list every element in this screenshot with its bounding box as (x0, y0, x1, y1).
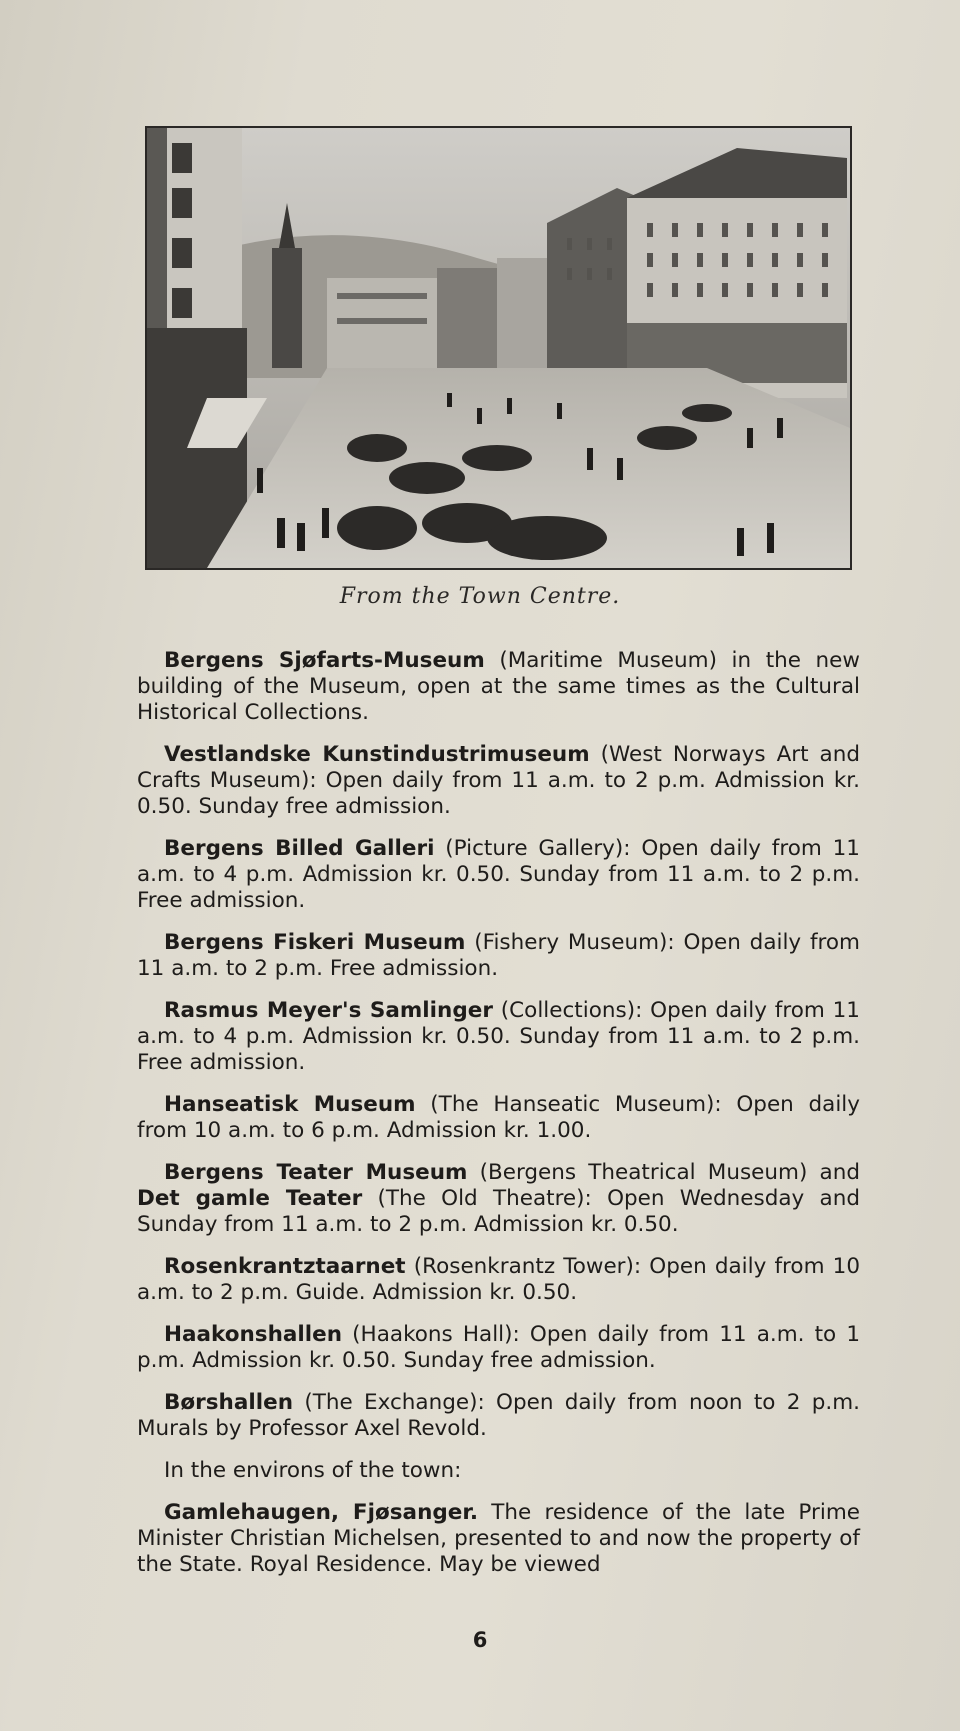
entry-picture-gallery (137, 836, 860, 914)
entry-title-secondary: Det gamle Teater (137, 1186, 363, 1211)
entry-text: (The Hanseatic Museum): Open daily from 10 a.m. to 6 p.m. Admission kr. 1.00. (137, 1092, 860, 1143)
entry-exchange (137, 1390, 860, 1442)
entry-text: (Bergens Theatrical Museum) and (467, 1160, 860, 1185)
entry-text: (Picture Gallery): Open daily from 11 a.m. to 4 p.m. Admission kr. 0.50. Sunday from 11 a.m. to 2 p.m. Free admission. (137, 836, 860, 913)
entry-title: Bergens Sjøfarts-Museum (164, 648, 485, 673)
entry-gamlehaugen (137, 1500, 860, 1578)
entry-text-secondary: (The Old Theatre): Open Wednesday and Sunday from 11 a.m. to 2 p.m. Admission kr. 0.50. (137, 1186, 861, 1237)
street-scene-image (147, 128, 850, 568)
entry-text: (Fishery Museum): Open daily from 11 a.m. to 2 p.m. Free admission. (137, 930, 860, 981)
entry-maritime-museum (137, 648, 860, 726)
environs-intro: In the environs of the town: (164, 1458, 462, 1483)
entry-title: Børshallen (164, 1390, 293, 1415)
entry-text: (Rosenkrantz Tower): Open daily from 10 a.m. to 2 p.m. Guide. Admission kr. 0.50. (137, 1254, 860, 1305)
entry-text: (Maritime Museum) in the new building of the Museum, open at the same times as the Cultural Historical Collections. (137, 648, 860, 725)
entry-title: Vestlandske Kunstindustrimuseum (164, 742, 590, 767)
entry-text: The residence of the late Prime Minister Christian Michelsen, presented to and now the property of the State. Royal Residence. May be viewed (137, 1500, 860, 1577)
entry-title: Hanseatisk Museum (164, 1092, 416, 1117)
photo-caption: From the Town Centre. (339, 584, 621, 609)
entry-theatre-museum (137, 1160, 860, 1238)
entry-title: Gamlehaugen, Fjøsanger. (164, 1500, 479, 1525)
town-centre-photo (145, 126, 852, 570)
entry-text: (Haakons Hall): Open daily from 11 a.m. to 1 p.m. Admission kr. 0.50. Sunday free admission. (137, 1322, 860, 1373)
entry-hanseatic-museum (137, 1092, 860, 1144)
entry-haakons-hall (137, 1322, 860, 1374)
entry-title: Haakonshallen (164, 1322, 343, 1347)
entry-title: Rosenkrantztaarnet (164, 1254, 406, 1279)
entry-text: (West Norways Art and Crafts Museum): Open daily from 11 a.m. to 2 p.m. Admission kr. 0.50. Sunday free admission. (137, 742, 860, 819)
museum-listing (137, 648, 860, 1594)
entry-art-crafts-museum (137, 742, 860, 820)
entry-rasmus-meyer (137, 998, 860, 1076)
page-number: 6 (472, 1628, 488, 1652)
entry-title: Bergens Billed Galleri (164, 836, 435, 861)
entry-rosenkrantz-tower (137, 1254, 860, 1306)
entry-fishery-museum (137, 930, 860, 982)
entry-text: (The Exchange): Open daily from noon to 2 p.m. Murals by Professor Axel Revold. (137, 1390, 860, 1441)
entry-title: Bergens Fiskeri Museum (164, 930, 466, 955)
entry-text: (Collections): Open daily from 11 a.m. to 4 p.m. Admission kr. 0.50. Sunday from 11 a.m. to 2 p.m. Free admission. (137, 998, 860, 1075)
entry-title: Rasmus Meyer's Samlinger (164, 998, 493, 1023)
entry-title: Bergens Teater Museum (164, 1160, 468, 1185)
